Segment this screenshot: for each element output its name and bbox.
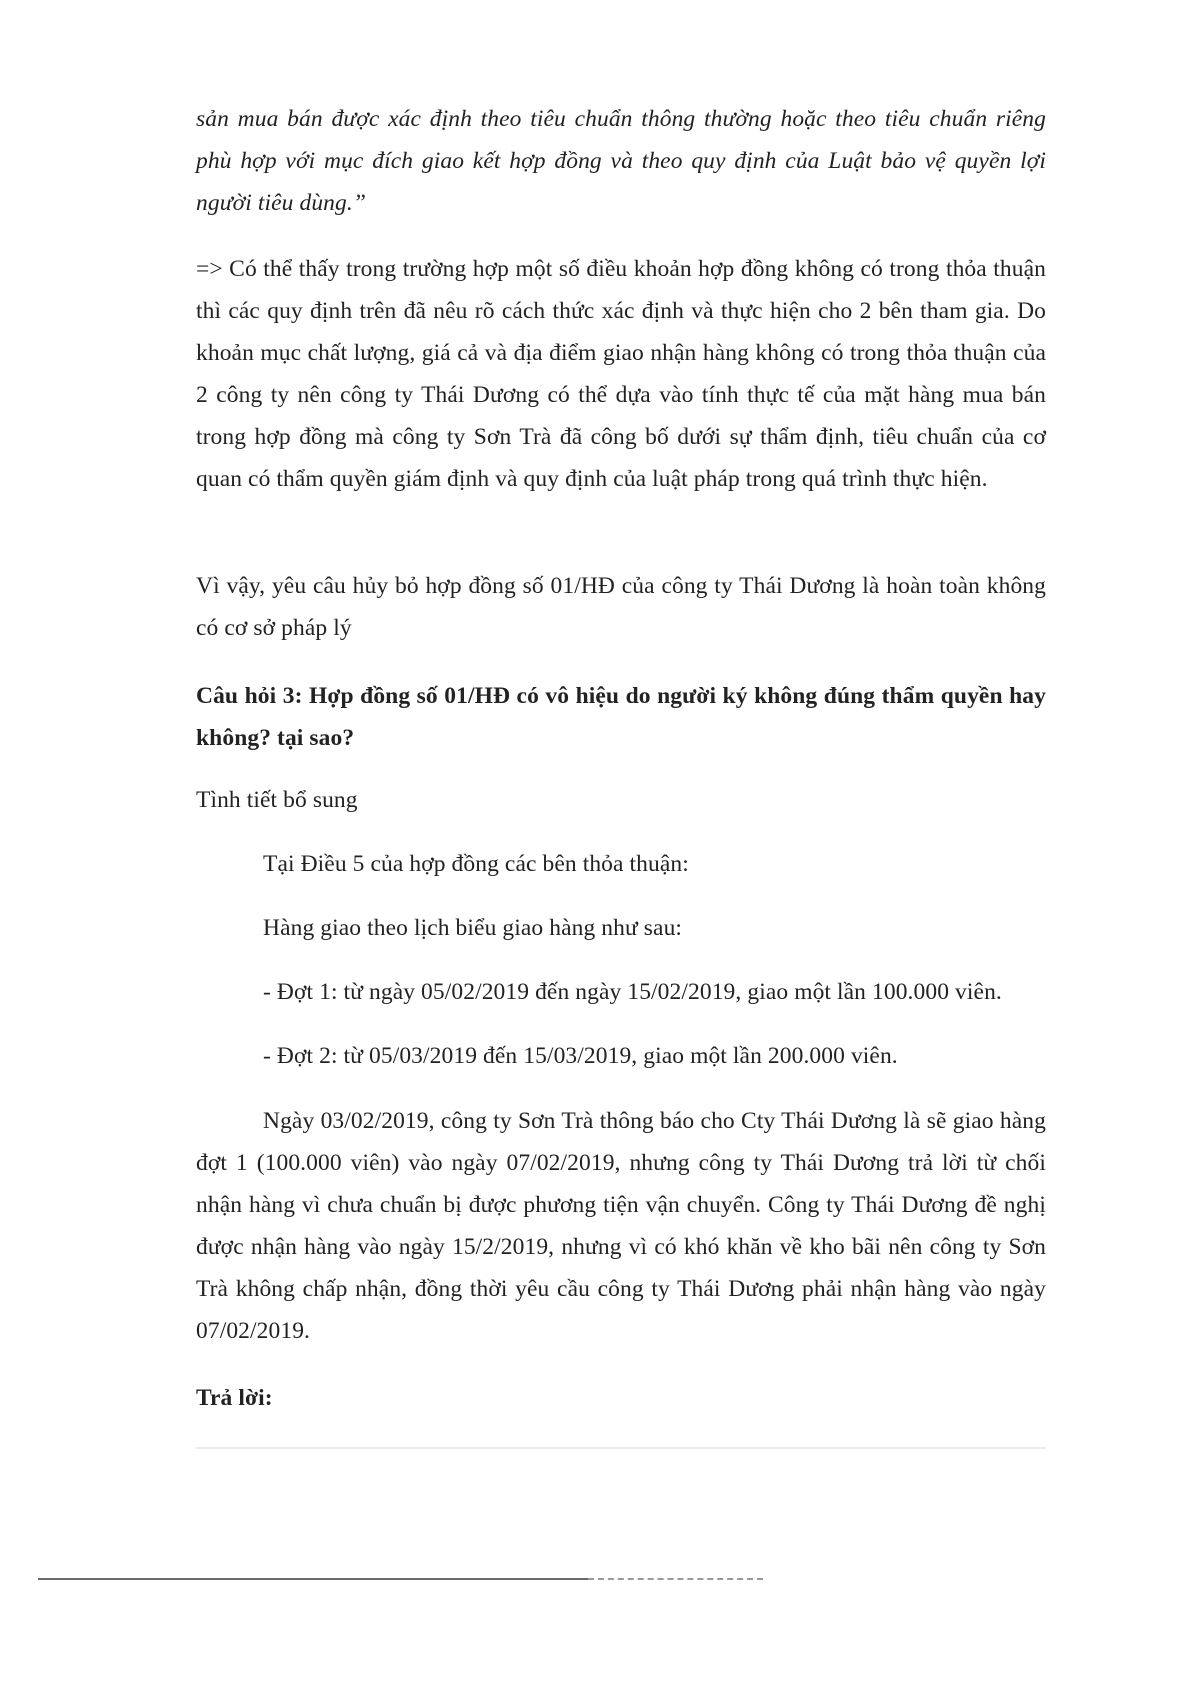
supplement-label: Tình tiết bổ sung [196, 787, 358, 813]
conclusion-paragraph: => Có thể thấy trong trường hợp một số điều khoản hợp đồng không có trong thỏa thuận thì các quy định trên đã nêu rõ cách thức xác định và thực hiện cho 2 bên tham gia. Do khoản mục chất lượng, giá cả và địa điểm giao nhận hàng không có trong thỏa thuận của 2 công ty nên công ty Thái Dương có thể dựa vào tính thực tế của mặt hàng mua bán trong hợp đồng mà công ty Sơn Trà đã công bố dưới sự thẩm định, tiêu chuẩn của cơ quan có thẩm quyền giám định và quy định của luật pháp trong quá trình thực hiện. [196, 256, 1046, 492]
facts-paragraph: Ngày 03/02/2019, công ty Sơn Trà thông báo cho Cty Thái Dương là sẽ giao hàng đợt 1 (100.000 viên) vào ngày 07/02/2019, nhưng công ty Thái Dương trả lời từ chối nhận hàng vì chưa chuẩn bị được phương tiện vận chuyển. Công ty Thái Dương đề nghị được nhận hàng vào ngày 15/2/2019, nhưng vì có khó khăn về kho bãi nên công ty Sơn Trà không chấp nhận, đồng thời yêu cầu công ty Thái Dương phải nhận hàng vào ngày 07/02/2019. [196, 1108, 1046, 1344]
conclusion-summary-paragraph: Vì vậy, yêu câu hủy bỏ hợp đồng số 01/HĐ của công ty Thái Dương là hoàn toàn không có cơ sở pháp lý [196, 573, 1046, 641]
article-5-intro: Tại Điều 5 của hợp đồng các bên thỏa thuận: [263, 851, 689, 877]
batch-1-item: - Đợt 1: từ ngày 05/02/2019 đến ngày 15/02/2019, giao một lần 100.000 viên. [263, 979, 1002, 1005]
footer-dashed-rule [588, 1578, 763, 1580]
footer-rule [38, 1578, 588, 1580]
answer-label: Trả lời: [196, 1385, 273, 1411]
quote-tail-paragraph: sản mua bán được xác định theo tiêu chuẩn thông thường hoặc theo tiêu chuẩn riêng phù hợp với mục đích giao kết hợp đồng và theo quy định của Luật bảo vệ quyền lợi người tiêu dùng.” [196, 106, 1046, 216]
content-divider [196, 1447, 1046, 1449]
question-3-heading: Câu hỏi 3: Hợp đồng số 01/HĐ có vô hiệu do người ký không đúng thẩm quyền hay không? tại sao? [196, 683, 1046, 751]
schedule-intro: Hàng giao theo lịch biểu giao hàng như sau: [263, 915, 683, 941]
batch-2-item: - Đợt 2: từ 05/03/2019 đến 15/03/2019, giao một lần 200.000 viên. [263, 1043, 898, 1069]
